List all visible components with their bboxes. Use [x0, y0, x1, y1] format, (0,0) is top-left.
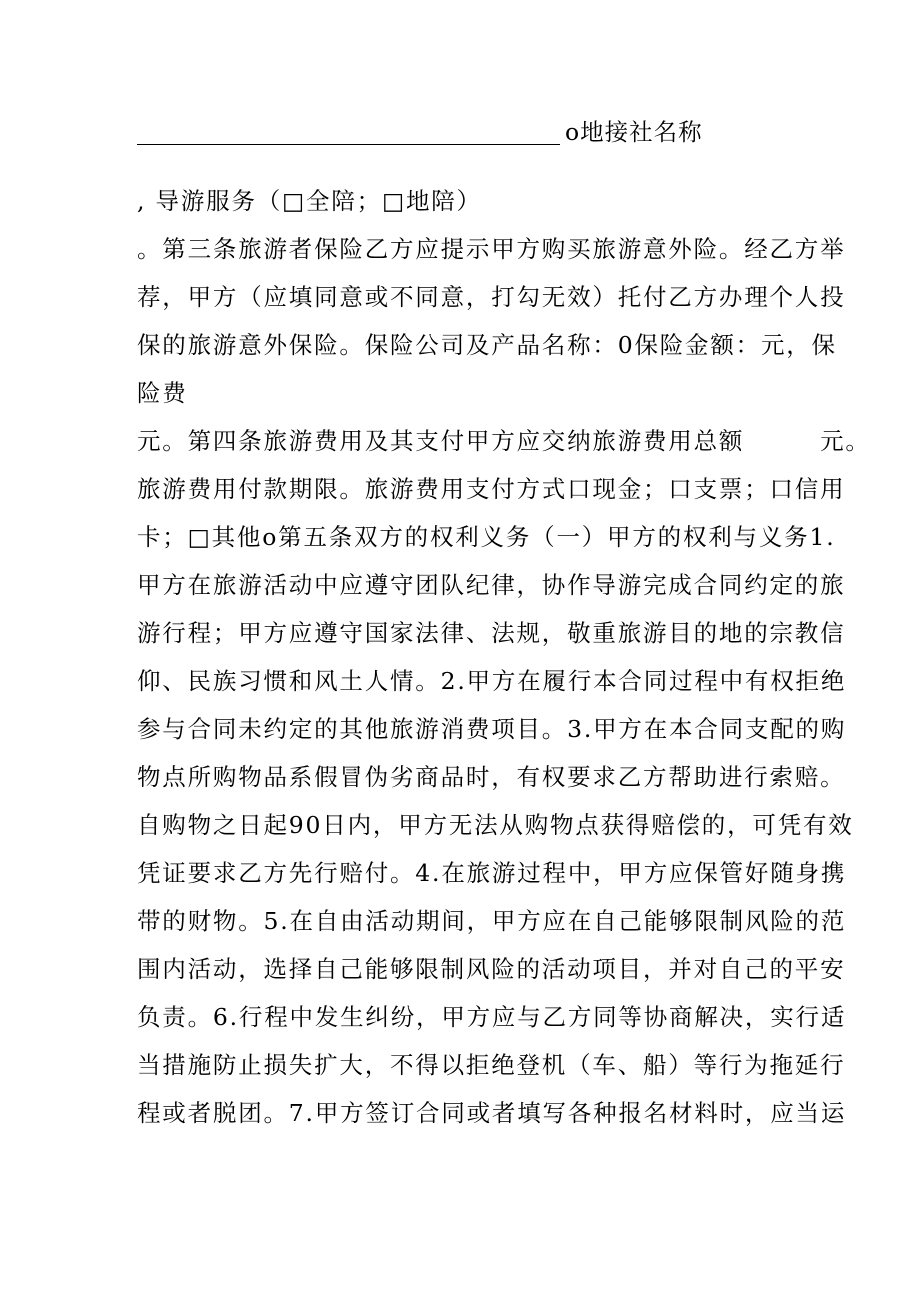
text-line: 程或者脱团。7.甲方签订合同或者填写各种报名材料时，应当运 — [137, 1099, 847, 1127]
text-line: 凭证要求乙方先行赔付。4.在旅游过程中，甲方应保管好随身携 — [137, 859, 847, 887]
local-agency-name-label: o地接社名称 — [565, 118, 703, 146]
text-line: 甲方在旅游活动中应遵守团队纪律，协作导游完成合同约定的旅 — [137, 571, 846, 599]
text-line: 围内活动，选择自己能够限制风险的活动项目，并对自己的平安 — [137, 955, 846, 983]
text-line: 带的财物。5.在自由活动期间，甲方应在自己能够限制风险的范 — [137, 907, 847, 935]
text-line: 。第三条旅游者保险乙方应提示甲方购买旅游意外险。经乙方举 — [137, 235, 846, 263]
text-line: 当措施防止损失扩大，不得以拒绝登机（车、船）等行为拖延行 — [137, 1051, 846, 1079]
text-line: 游行程；甲方应遵守国家法律、法规，敬重旅游目的地的宗教信 — [137, 619, 846, 647]
text-line: 卡；□其他o第五条双方的权利义务（一）甲方的权利与义务1. — [137, 523, 836, 551]
text-line: 保的旅游意外保险。保险公司及产品名称：0保险金额：元，保 — [137, 331, 837, 359]
text-line: 仰、民族习惯和风土人情。2.甲方在履行本合同过程中有权拒绝 — [137, 667, 847, 695]
text-line: 荐，甲方（应填同意或不同意，打勾无效）托付乙方办理个人投 — [137, 283, 846, 311]
text-line: 元。第四条旅游费用及其支付甲方应交纳旅游费用总额 元。 — [137, 427, 871, 455]
text-line: 物点所购物品系假冒伪劣商品时，有权要求乙方帮助进行索赔。 — [137, 763, 846, 791]
text-line: 旅游费用付款期限。旅游费用支付方式口现金；口支票；口信用 — [137, 475, 846, 503]
text-line: 参与合同未约定的其他旅游消费项目。3.甲方在本合同支配的购 — [137, 715, 847, 743]
text-line: 自购物之日起90日内，甲方无法从购物点获得赔偿的，可凭有效 — [137, 811, 854, 839]
text-line: , 导游服务（□全陪；□地陪） — [137, 187, 482, 215]
text-line: 险费 — [137, 379, 188, 407]
fill-in-blank-line — [137, 144, 560, 145]
text-line: 负责。6.行程中发生纠纷，甲方应与乙方同等协商解决，实行适 — [137, 1003, 847, 1031]
